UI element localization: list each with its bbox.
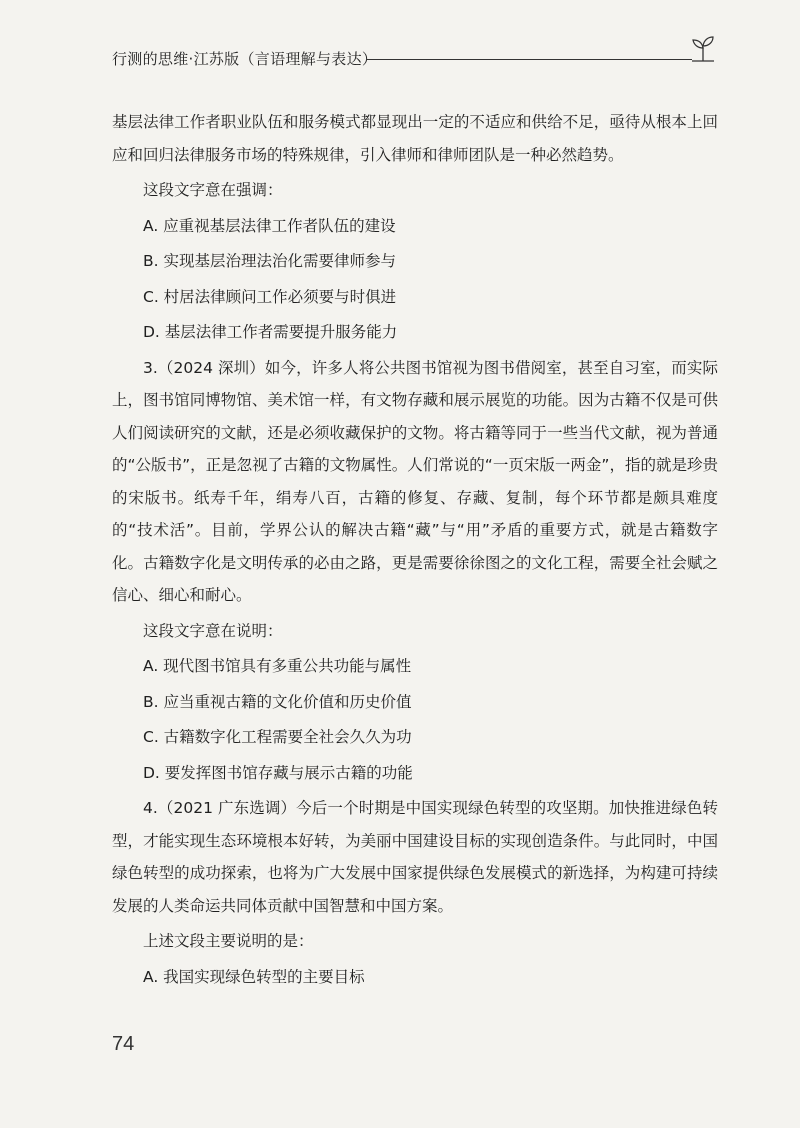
q3-option-c: C. 古籍数字化工程需要全社会久久为功 — [143, 728, 412, 746]
q3-paragraph: 3.（2024 深圳）如今，许多人将公共图书馆视为图书借阅室，甚至自习室，而实际上，图书馆同博物馆、美术馆一样，有文物存藏和展示展览的功能。因为古籍不仅是可供人们阅读研究的文献，还是必须收藏保护的文物。将古籍等同于一些当代文献，视为普通的“公版书”，正是忽视了古籍的文物属性。人们常说的“一页宋版一两金”，指的就是珍贵的宋版书。纸寿千年，绢寿八百，古籍的修复、存藏、复制，每个环节都是颇具难度的“技术活”。目前，学界公认的解决古籍“藏”与“用”矛盾的重要方式，就是古籍数字化。古籍数字化是文明传承的必由之路，更是需要徐徐图之的文化工程，需要全社会赋之信心、细心和耐心。 — [112, 358, 718, 604]
q2-option-d: D. 基层法律工作者需要提升服务能力 — [143, 323, 398, 341]
q2-option-b: B. 实现基层治理法治化需要律师参与 — [143, 252, 396, 270]
q2-option-a: A. 应重视基层法律工作者队伍的建设 — [143, 216, 396, 235]
intro-paragraph: 基层法律工作者职业队伍和服务模式都显现出一定的不适应和供给不足，亟待从根本上回应和回归法律服务市场的特殊规律，引入律师和律师团队是一种必然趋势。 — [112, 113, 718, 164]
sprout-icon — [690, 34, 716, 62]
q2-option-c: C. 村居法律顾问工作必须要与时俱进 — [143, 287, 397, 306]
q3-option-a: A. 现代图书馆具有多重公共功能与属性 — [143, 657, 412, 675]
q2-stem-question: 这段文字意在强调： — [143, 181, 283, 199]
q4-option-a: A. 我国实现绿色转型的主要目标 — [143, 967, 365, 986]
q3-stem-question: 这段文字意在说明： — [143, 621, 283, 640]
running-header — [112, 44, 712, 74]
q4-paragraph: 4.（2021 广东选调）今后一个时期是中国实现绿色转型的攻坚期。加快推进绿色转型，才能实现生态环境根本好转，为美丽中国建设目标的实现创造条件。与此同时，中国绿色转型的成功探索，也将为广大发展中国家提供绿色发展模式的新选择，为构建可持续发展的人类命运共同体贡献中国智慧和中国方案。 — [112, 799, 718, 915]
page-number: 74 — [112, 1033, 135, 1055]
q3-option-d: D. 要发挥图书馆存藏与展示古籍的功能 — [143, 763, 413, 782]
q4-stem-question: 上述文段主要说明的是： — [143, 932, 314, 950]
page-content — [112, 106, 718, 993]
header-title: 行测的思维·江苏版（言语理解与表达） — [112, 50, 378, 68]
q3-option-b: B. 应当重视古籍的文化价值和历史价值 — [143, 692, 412, 711]
header-rule — [366, 59, 692, 60]
